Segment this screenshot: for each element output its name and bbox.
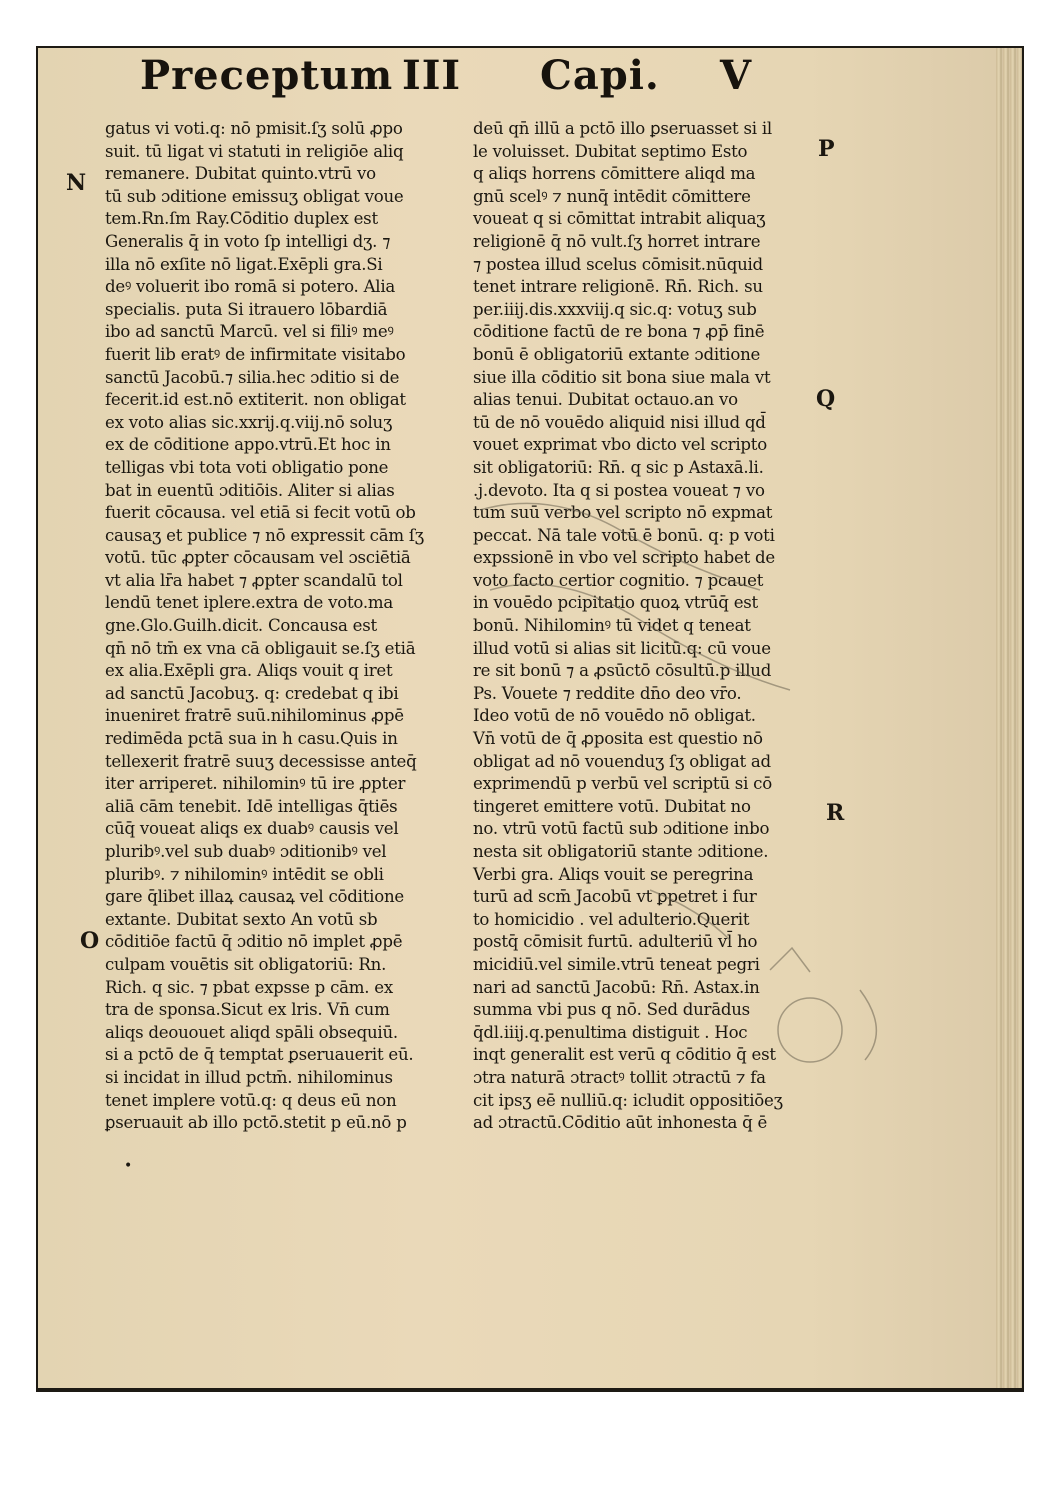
left-text-column <box>105 118 450 1135</box>
text-line: q̄dl.iiij.q.penultima distiguit . Hoc <box>473 1022 748 1042</box>
text-line: suit. tū ligat vi statuti in religiōe aliq <box>105 141 404 161</box>
text-line: redimēda pctā sua in h casu.Quis in <box>105 729 398 749</box>
right-text-column <box>473 118 818 1135</box>
text-line: summa vbi pus q nō. Sed durādus <box>473 1000 750 1020</box>
text-line: lendū tenet iplere.extra de voto.ma <box>105 593 393 613</box>
text-line: bonū. Nihilominꝰ tū videt q teneat <box>473 616 751 636</box>
text-line: tem.Rn.ſm Ray.Cōditio duplex est <box>105 209 378 229</box>
text-line: illa nō exſite nō ligat.Exēpli gra.Si <box>105 254 383 274</box>
text-line: le voluisset. Dubitat septimo Esto <box>473 141 748 161</box>
text-line: cit ipsʒ eē nulliū.q: icludit oppositiōeʒ <box>473 1090 783 1110</box>
text-line: pluribꝰ.vel sub duabꝰ ɔditionibꝰ vel <box>105 842 387 861</box>
text-line: si incidat in illud pctm̄. nihilominus <box>105 1067 393 1087</box>
text-line: Ideo votū de nō vouēdo nō obligat. <box>473 706 756 726</box>
text-line: ex alia.Exēpli gra. Aliqs vouit q iret <box>105 661 393 681</box>
text-line: fuerit lib eratꝰ de infirmitate visitabo <box>105 344 406 364</box>
header-caput: Capi. <box>540 52 660 99</box>
running-header <box>140 52 780 112</box>
text-line: ad sanctū Jacobuʒ. q: credebat q ibi <box>105 683 399 703</box>
text-line: gatus vi voti.q: nō pmisit.ſʒ solū ꝓpo <box>105 119 403 138</box>
text-line: iter arriperet. nihilominꝰ tū ire ꝓpter <box>105 774 406 794</box>
text-line: cōditione factū de re bona ⁊ ꝓp̄ finē <box>473 322 765 342</box>
text-line: gnū scelꝰ ⁊ nunq̄ intēdit cōmittere <box>473 186 751 206</box>
text-line: expssionē in vbo vel scripto habet de <box>473 548 775 568</box>
margin-letter-p: P <box>818 136 835 162</box>
text-line: to homicidio . vel adulterio.Querit <box>473 909 750 929</box>
text-line: in vouēdo pcipitatio quoꝝ vtrūq̄ est <box>473 593 758 613</box>
margin-letter-o: O <box>80 928 100 954</box>
text-line: siue illa cōditio sit bona siue mala vt <box>473 367 771 387</box>
text-line: voueat q si cōmittat intrabit aliquaʒ <box>473 209 766 229</box>
text-line: telligas vbi tota voti obligatio pone <box>105 457 389 477</box>
margin-letter-r: R <box>826 800 845 826</box>
text-line: nesta sit obligatoriū stante ɔditione. <box>473 842 769 861</box>
header-precept-number: III <box>402 52 462 99</box>
text-line: alias tenui. Dubitat octauo.an vo <box>473 390 738 410</box>
text-line: turū ad scm̄ Jacobū vt ꝑpetret i fur <box>473 887 757 907</box>
text-line: gare q̄libet illaꝝ causaꝝ vel cōditione <box>105 887 404 907</box>
text-line: voto facto certior cognitio. ⁊ pcauet <box>473 570 764 590</box>
text-line: aliā cām tenebit. Idē intelligas q̄tiēs <box>105 796 398 816</box>
text-line: peccat. Nā tale votū ē bonū. q: p voti <box>473 525 775 545</box>
text-line: ad ɔtractū.Cōditio aūt inhonesta q̄ ē <box>473 1113 768 1133</box>
text-line: ex voto alias sic.xxrij.q.viij.nō soluʒ <box>105 412 393 432</box>
text-line: fuerit cōcausa. vel etiā si fecit votū ob <box>105 503 416 523</box>
text-line: tū de nō vouēdo aliquid nisi illud qd̄ <box>473 412 766 432</box>
text-line: tenet intrare religionē. Rn̄. Rich. su <box>473 277 763 297</box>
text-line: ex de cōditione appo.vtrū.Et hoc in <box>105 435 391 455</box>
text-line: vt alia lr̄a habet ⁊ ꝓpter scandalū tol <box>105 570 403 590</box>
text-line: deū qn̄ illū a pctō illo ꝑseruasset si il <box>473 119 772 138</box>
text-line: tellexerit fratrē suuʒ decessisse anteq̄ <box>105 751 417 771</box>
text-line: bonū ē obligatoriū extante ɔditione <box>473 344 761 364</box>
text-line: cūq̄ voueat aliqs ex duabꝰ causis vel <box>105 819 399 839</box>
text-line: cōditiōe factū q̄ ɔditio nō implet ꝓpē <box>105 932 403 952</box>
text-line: ⁊ postea illud scelus cōmisit.nūquid <box>473 254 763 274</box>
text-line: ꝑseruauit ab illo pctō.stetit p eū.nō p <box>105 1113 407 1133</box>
text-line: ɔtra naturā ɔtractꝰ tollit ɔtractū ⁊ fa <box>473 1067 766 1087</box>
text-line: q aliqs horrens cōmittere aliqd ma <box>473 164 756 184</box>
text-line: Ps. Vouete ⁊ reddite dn̄o deo vr̄o. <box>473 683 742 703</box>
header-caput-number: V <box>720 52 753 99</box>
text-line: obligat ad nō vouenduʒ ſʒ obligat ad <box>473 751 771 771</box>
text-line: tū sub ɔditione emissuʒ obligat voue <box>105 186 404 206</box>
page-edge <box>996 48 1022 1388</box>
text-line: illud votū si alias sit licitū.q: cū voue <box>473 638 771 658</box>
header-title: Preceptum <box>140 52 394 99</box>
text-line: inqt generalit est verū q cōditio q̄ est <box>473 1045 776 1065</box>
text-line: bat in euentū ɔditiōis. Aliter si alias <box>105 480 395 500</box>
text-line: exprimendū p verbū vel scriptū si cō <box>473 774 772 794</box>
text-line: sit obligatoriū: Rn̄. q sic p Astaxā.li. <box>473 457 764 477</box>
margin-letter-q: Q <box>816 386 836 412</box>
text-line: si a pctō de q̄ temptat ꝑseruauerit eū. <box>105 1045 414 1065</box>
text-line: Verbi gra. Aliqs vouit se peregrina <box>473 864 754 884</box>
text-line: pluribꝰ. ⁊ nihilominꝰ intēdit se obli <box>105 864 384 884</box>
text-line: vouet exprimat vbo dicto vel scripto <box>473 435 767 455</box>
text-line: tum suū verbo vel scripto nō expmat <box>473 503 773 523</box>
text-line: specialis. puta Si itrauero lōbardiā <box>105 299 388 319</box>
ink-mark: • <box>124 1158 133 1174</box>
margin-letter-n: N <box>66 170 87 196</box>
text-line: tenet implere votū.q: q deus eū non <box>105 1090 397 1110</box>
text-line: Generalis q̄ in voto ſp intelligi dʒ. ⁊ <box>105 231 391 251</box>
text-line: remanere. Dubitat quinto.vtrū vo <box>105 164 376 184</box>
text-line: fecerit.id est.nō extiterit. non obligat <box>105 390 406 410</box>
text-line: tra de sponsa.Sicut ex lris. Vn̄ cum <box>105 1000 390 1020</box>
text-line: Vn̄ votū de q̄ ꝓposita est questio nō <box>473 729 763 749</box>
text-line: gne.Glo.Guilh.dicit. Concausa est <box>105 616 377 636</box>
text-line: aliqs deououet aliqd spāli obsequiū. <box>105 1022 398 1042</box>
text-line: extante. Dubitat sexto An votū sb <box>105 909 378 929</box>
text-line: no. vtrū votū factū sub ɔditione inbo <box>473 819 770 839</box>
text-line: deꝰ voluerit ibo romā si potero. Alia <box>105 277 396 297</box>
text-line: .j.devoto. Ita q si postea voueat ⁊ vo <box>473 480 765 500</box>
text-line: ibo ad sanctū Marcū. vel si filiꝰ meꝰ <box>105 322 394 342</box>
text-line: culpam vouētis sit obligatoriū: Rn. <box>105 954 387 974</box>
text-line: votū. tūc ꝓpter cōcausam vel ɔsciētiā <box>105 548 411 568</box>
text-line: religionē q̄ nō vult.ſʒ horret intrare <box>473 231 761 251</box>
text-line: sanctū Jacobū.⁊ silia.hec ɔditio si de <box>105 367 400 387</box>
text-line: re sit bonū ⁊ a ꝓsūctō cōsultū.p illud <box>473 661 772 681</box>
text-line: micidiū.vel simile.vtrū teneat pegri <box>473 954 760 974</box>
text-line: inueniret fratrē suū.nihilominus ꝓpē <box>105 706 404 726</box>
text-line: postq̄ cōmisit furtū. adulteriū vl̄ ho <box>473 932 758 952</box>
text-line: per.iiij.dis.xxxviij.q sic.q: votuʒ sub <box>473 299 757 319</box>
text-line: Rich. q sic. ⁊ pbat expsse p cām. ex <box>105 977 393 997</box>
text-line: causaʒ et publice ⁊ nō expressit cām ſʒ <box>105 525 424 545</box>
text-line: qn̄ nō tm̄ ex vna cā obligauit se.ſʒ etiā <box>105 638 416 658</box>
text-line: nari ad sanctū Jacobū: Rn̄. Astax.in <box>473 977 760 997</box>
text-line: tingeret emittere votū. Dubitat no <box>473 796 751 816</box>
